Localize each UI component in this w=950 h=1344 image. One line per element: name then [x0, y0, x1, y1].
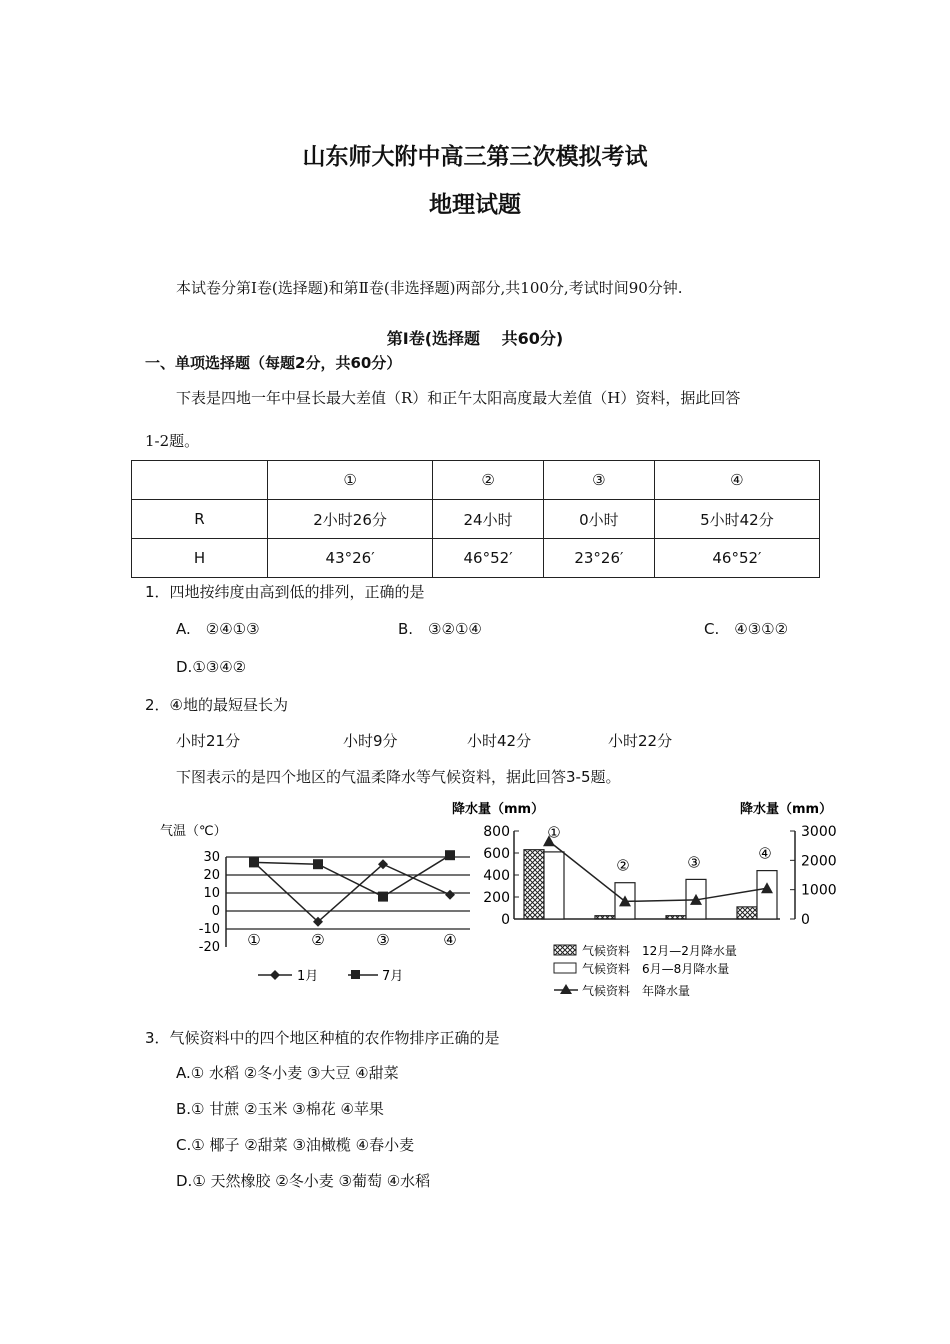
part-heading: 一、单项选择题（每题2分，共60分）	[145, 354, 402, 372]
q2-option-d: 小时22分	[608, 732, 673, 750]
q1-option-d: D.①③④②	[176, 658, 247, 676]
q2-option-b: 小时9分	[343, 732, 398, 750]
question-stem-1-cont: 1-2题。	[145, 432, 200, 450]
precip-bar-summer	[544, 852, 564, 919]
exam-title: 山东师大附中高三第三次模拟考试	[302, 144, 648, 170]
exam-subtitle: 地理试题	[429, 192, 521, 218]
table-cell: R	[132, 500, 268, 539]
precip-right-tick-label: 0	[801, 912, 810, 928]
precip-bar-summer	[757, 871, 777, 919]
table-cell: ④	[654, 461, 819, 500]
precip-bar-winter	[666, 916, 686, 919]
precip-left-tick-label: 800	[483, 824, 510, 840]
precip-right-tick-label: 3000	[801, 824, 837, 840]
table-cell: 46°52′	[654, 539, 819, 578]
legend-jan-label: 1月	[297, 969, 319, 984]
temperature-point-jul	[445, 850, 455, 860]
precip-left-tick-label: 400	[483, 868, 510, 884]
exam-intro: 本试卷分第Ⅰ卷(选择题)和第Ⅱ卷(非选择题)两部分,共100分,考试时间90分钟.	[176, 279, 683, 297]
temperature-tick-label: 10	[203, 886, 220, 901]
precip-bar-winter	[524, 850, 544, 919]
table-cell	[132, 461, 268, 500]
q1-option-b: B. ③②①④	[398, 620, 482, 638]
temperature-tick-label: -20	[198, 940, 220, 955]
precip-bar-winter	[737, 907, 757, 919]
temperature-axis-label: 气温（℃）	[160, 824, 227, 839]
temperature-tick-label: 20	[203, 868, 220, 883]
temperature-point-jul	[378, 892, 388, 902]
table-cell: 43°26′	[268, 539, 433, 578]
precip-category-label: ④	[758, 844, 772, 863]
section-heading: 第Ⅰ卷(选择题 共60分)	[386, 329, 564, 348]
precip-right-tick-label: 1000	[801, 882, 837, 899]
table-header-row	[132, 461, 820, 500]
q3-option-a: A.① 水稻 ②冬小麦 ③大豆 ④甜菜	[176, 1064, 399, 1082]
table-cell: ②	[433, 461, 544, 500]
temperature-category-label: ③	[376, 931, 390, 949]
q2-option-a: 小时21分	[176, 732, 241, 750]
legend-winter-label: 气候资料 12月—2月降水量	[582, 944, 737, 958]
temperature-category-label: ④	[443, 931, 457, 949]
table-cell: 2小时26分	[268, 500, 433, 539]
q3-option-c: C.① 椰子 ②甜菜 ③油橄榄 ④春小麦	[176, 1136, 415, 1154]
legend-winter-swatch	[554, 945, 576, 955]
legend-jul-marker	[351, 970, 360, 979]
legend-jul-label: 7月	[382, 969, 404, 984]
q3-option-d: D.① 天然橡胶 ②冬小麦 ③葡萄 ④水稻	[176, 1172, 431, 1190]
temperature-category-label: ①	[247, 931, 261, 949]
legend-jan-marker	[270, 970, 280, 980]
table-cell: H	[132, 539, 268, 578]
precip-category-label: ①	[547, 823, 561, 842]
precip-left-axis-label: 降水量（mm）	[452, 802, 545, 817]
temperature-tick-label: -10	[198, 922, 220, 937]
precip-category-label: ②	[616, 856, 630, 875]
table-cell: ①	[268, 461, 433, 500]
legend-annual-marker	[560, 984, 572, 994]
precip-bar-winter	[595, 916, 615, 919]
data-table	[131, 460, 820, 578]
question-2: 2．④地的最短昼长为	[145, 696, 288, 714]
temperature-point-jan	[445, 890, 455, 900]
table-cell: ③	[543, 461, 654, 500]
question-1: 1．四地按纬度由高到低的排列，正确的是	[145, 583, 425, 601]
temperature-point-jul	[249, 857, 259, 867]
q3-option-b: B.① 甘蔗 ②玉米 ③棉花 ④苹果	[176, 1100, 384, 1118]
legend-summer-label: 气候资料 6月—8月降水量	[582, 962, 730, 976]
q1-option-c: C. ④③①②	[704, 620, 789, 638]
temperature-category-label: ②	[311, 931, 325, 949]
question-3: 3．气候资料中的四个地区种植的农作物排序正确的是	[145, 1029, 500, 1047]
temperature-point-jul	[313, 859, 323, 869]
precip-annual-line	[549, 841, 767, 901]
table-cell: 24小时	[433, 500, 544, 539]
table-cell: 0小时	[543, 500, 654, 539]
precip-left-tick-label: 200	[483, 890, 510, 906]
temperature-tick-label: 0	[211, 904, 220, 919]
precip-right-tick-label: 2000	[801, 853, 837, 870]
table-row	[132, 500, 820, 539]
q2-option-c: 小时42分	[467, 732, 532, 750]
temperature-series-line	[254, 862, 450, 921]
table-row	[132, 539, 820, 578]
climate-chart-figure	[140, 795, 840, 1007]
table-cell: 46°52′	[433, 539, 544, 578]
question-stem-2: 下图表示的是四个地区的气温柔降水等气候资料，据此回答3-5题。	[176, 768, 621, 786]
precip-category-label: ③	[687, 853, 701, 872]
legend-summer-swatch	[554, 963, 576, 973]
table-cell: 23°26′	[543, 539, 654, 578]
precip-left-tick-label: 0	[501, 912, 510, 928]
precip-right-axis-label: 降水量（mm）	[740, 802, 833, 817]
temperature-tick-label: 30	[203, 850, 220, 865]
precip-left-tick-label: 600	[483, 846, 510, 862]
table-cell: 5小时42分	[654, 500, 819, 539]
question-stem-1: 下表是四地一年中昼长最大差值（R）和正午太阳高度最大差值（H）资料，据此回答	[176, 389, 741, 407]
q1-option-a: A. ②④①③	[176, 620, 260, 638]
legend-annual-label: 气候资料 年降水量	[582, 984, 691, 998]
